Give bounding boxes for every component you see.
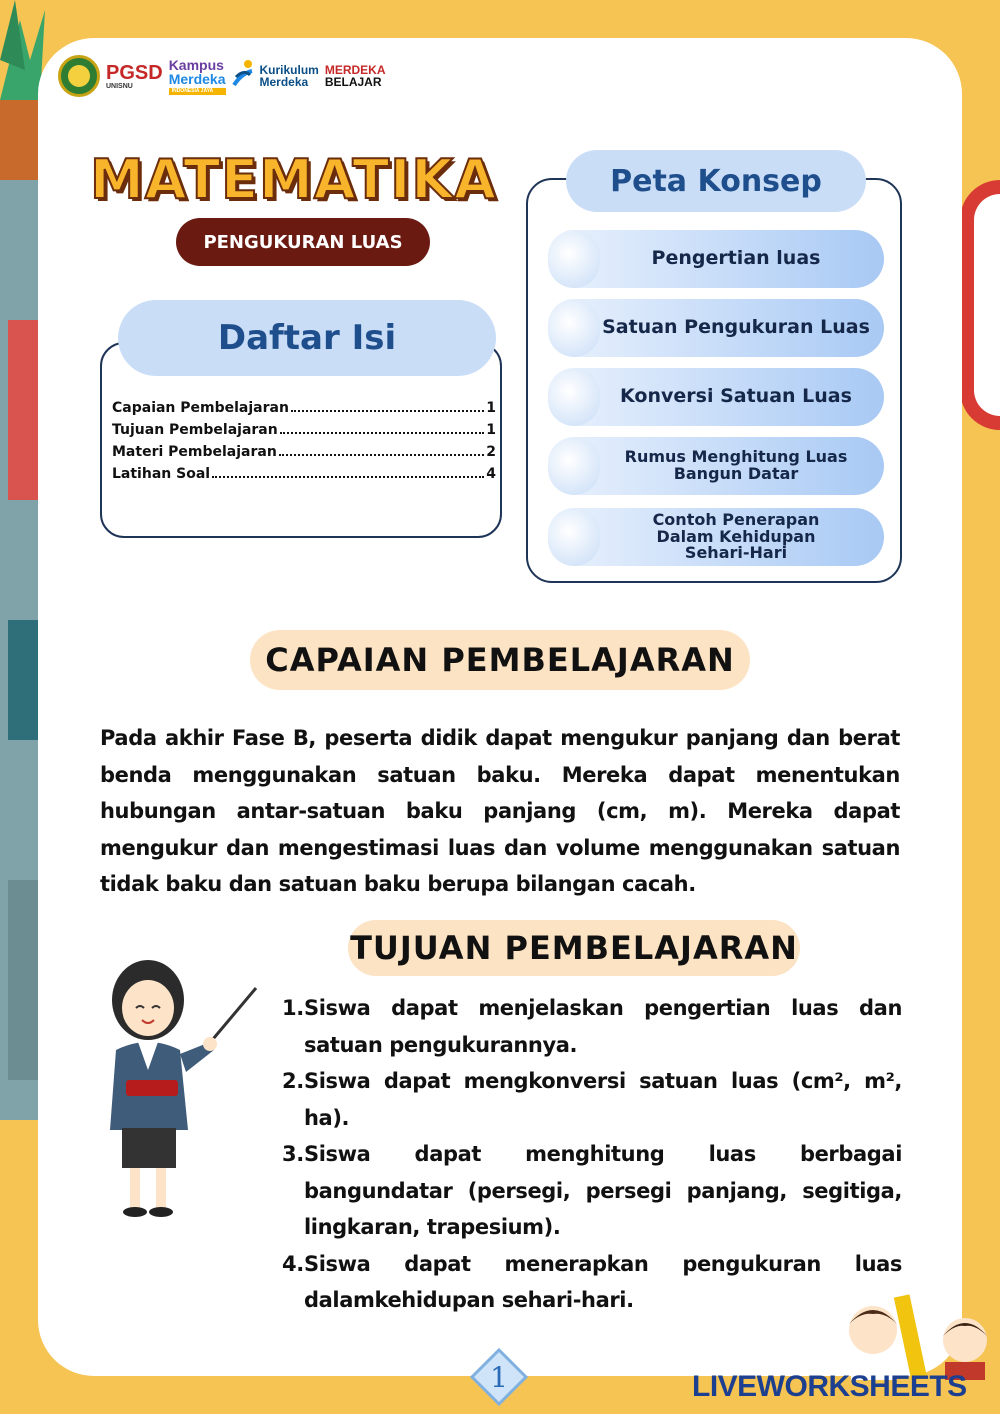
merdeka-belajar-text-1: MERDEKA — [324, 63, 386, 77]
toc-list — [112, 394, 496, 482]
clock-decoration — [960, 180, 1000, 430]
list-item-number: 4. — [282, 1251, 304, 1276]
capaian-paragraph: Pada akhir Fase B, peserta didik dapat mengukur panjang dan berat benda menggunakan satuan baku. Mereka dapat menentukan hubungan antar-satuan baku panjang (cm, m). Mereka dapat mengukur dan mengestimasi luas dan volume menggunakan satuan tidak baku dan satuan baku berupa bilangan cacah. — [100, 726, 900, 896]
kampus-text: Kampus — [168, 56, 224, 73]
pgsd-logo-text: PGSD — [106, 61, 163, 84]
objectives-list — [282, 990, 902, 1319]
list-item — [282, 1136, 902, 1246]
pgsd-logo-sub: UNISNU — [106, 82, 133, 90]
university-seal-icon — [58, 55, 100, 97]
concept-map-heading: Peta Konsep — [566, 150, 866, 212]
list-item — [282, 1063, 902, 1136]
concept-map-item-label: Konversi Satuan Luas — [620, 385, 852, 408]
kurikulum-merdeka-logo — [260, 64, 319, 88]
toc-item-page: 2 — [486, 444, 496, 460]
toc-item-page: 4 — [486, 466, 496, 482]
list-item-number: 3. — [282, 1142, 304, 1166]
toc-item-label: Materi Pembelajaran — [112, 444, 277, 460]
tujuan-heading: TUJUAN PEMBELAJARAN — [348, 920, 800, 976]
kampus-merdeka-logo — [169, 58, 226, 95]
concept-map-item-label: Pengertian luas — [651, 247, 821, 270]
toc-item[interactable] — [112, 394, 496, 416]
page-title: MATEMATIKA — [90, 148, 497, 211]
toc-item[interactable] — [112, 438, 496, 460]
page-number: 1 — [490, 1360, 508, 1394]
liveworksheets-watermark: LIVEWORKSHEETS — [692, 1370, 967, 1403]
list-item-number: 1. — [282, 996, 304, 1020]
capaian-heading: CAPAIAN PEMBELAJARAN — [250, 630, 750, 690]
merdeka-belajar-logo — [325, 64, 386, 88]
concept-map-item[interactable] — [548, 508, 884, 566]
toc-item-label: Tujuan Pembelajaran — [112, 422, 278, 438]
list-item-number: 2. — [282, 1069, 304, 1093]
concept-map-item[interactable] — [548, 230, 884, 288]
toc-item[interactable] — [112, 460, 496, 482]
concept-map-item[interactable] — [548, 368, 884, 426]
list-item-text: Siswa dapat menjelaskan pengertian luas dan satuan pengukurannya. — [304, 996, 902, 1057]
list-item — [282, 1246, 902, 1319]
toc-item-page: 1 — [486, 400, 496, 416]
merdeka-text: Merdeka — [168, 70, 226, 87]
children-illustration — [815, 1290, 1000, 1380]
toc-item[interactable] — [112, 416, 496, 438]
concept-map-item-label: Rumus Menghitung Luas Bangun Datar — [624, 447, 848, 483]
list-item-text: Siswa dapat menerapkan pengukuran luas dalamkehidupan sehari-hari. — [304, 1251, 902, 1312]
kurikulum-merdeka-text: Merdeka — [259, 75, 309, 89]
list-item-text: Siswa dapat menghitung luas berbagai bangundatar (persegi, persegi panjang, segitiga, lingkaran, trapesium). — [304, 1142, 902, 1239]
subtitle-badge: PENGUKURAN LUAS — [176, 218, 430, 266]
kurikulum-merdeka-icon — [232, 59, 254, 93]
toc-heading: Daftar Isi — [118, 300, 496, 376]
concept-map-item-label: Satuan Pengukuran Luas — [602, 316, 870, 339]
list-item — [282, 990, 902, 1063]
list-item-text: Siswa dapat mengkonversi satuan luas (cm², m², ha). — [304, 1069, 902, 1130]
toc-item-page: 1 — [486, 422, 496, 438]
concept-map-item[interactable] — [548, 299, 884, 357]
logo-bar — [58, 55, 386, 97]
merdeka-belajar-text-2: BELAJAR — [324, 75, 382, 89]
pgsd-logo — [106, 63, 163, 90]
kurikulum-text: Kurikulum — [259, 63, 319, 77]
toc-item-label: Latihan Soal — [112, 466, 211, 482]
teacher-illustration — [98, 950, 268, 1220]
kampus-tag-text: INDONESIA JAYA — [169, 88, 226, 95]
toc-item-label: Capaian Pembelajaran — [112, 400, 289, 416]
concept-map-item-label: Contoh Penerapan Dalam Kehidupan Sehari-Hari — [652, 509, 820, 563]
concept-map-item[interactable] — [548, 437, 884, 495]
